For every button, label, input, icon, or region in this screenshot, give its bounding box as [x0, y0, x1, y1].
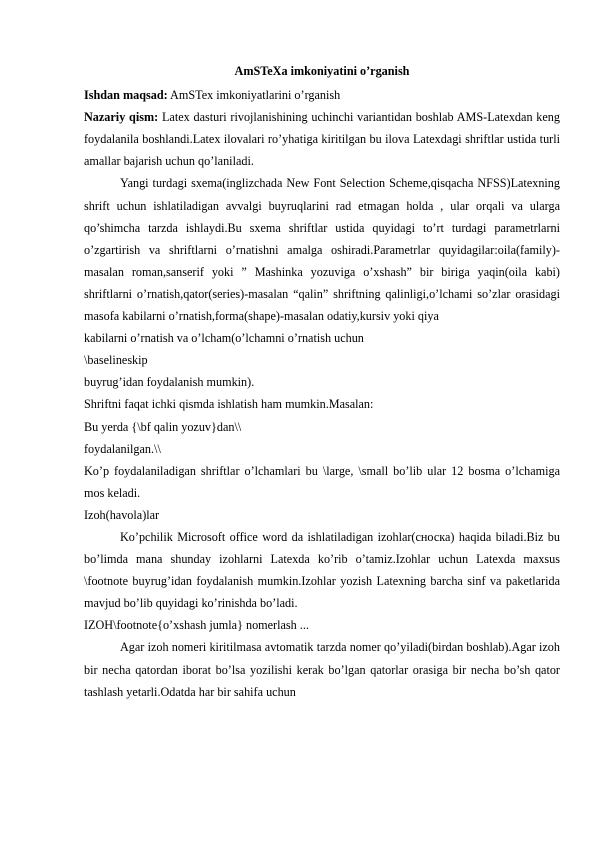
- numbering-paragraph: Agar izoh nomeri kiritilmasa avtomatik tarzda nomer qo’yiladi(birdan boshlab).Agar izoh bir necha qatordan iborat bo’lsa yozilishi kerak bo’lgan qatorlar orasiga bir necha bo’sh qator tashlash yetarli.Odatda har bir sahifa uchun: [84, 640, 560, 699]
- theory-paragraph: [84, 106, 560, 172]
- example-line-1: Bu yerda {\bf qalin yozuv}dan\\: [84, 419, 242, 434]
- theory-label: Nazariy qism:: [84, 110, 159, 125]
- footnote-paragraph: Ko’pchilik Microsoft office word da ishlatiladigan izohlar(сноска) haqida biladi.Biz bu bo’limda mana shunday izohlarni Latexda ko’rib o’tamiz.Izohlar uchun Latexda maxsus \footnote buyrug’idan foydalanish mumkin.Izohlar yozish Latexning barcha sinf va paketlarida mavjud bo’lib quyidagi ko’rinishda bo’ladi.: [84, 529, 560, 611]
- document-title: AmSTeXa imkoniyatini o’rganish: [234, 64, 410, 78]
- izoh-heading: Izoh(havola)lar: [84, 507, 160, 522]
- sizes-paragraph: Ko’p foydalaniladigan shriftlar o’lchamlari bu \large, \small bo’lib ular 12 bosma o’lchamiga mos keladi.: [84, 463, 560, 500]
- izoh-command-line: IZOH\footnote{o’xshash jumla} nomerlash ...: [84, 618, 309, 633]
- document-page: [84, 60, 560, 703]
- kabilarni-line: kabilarni o’rnatish va o’lcham(o’lchamni o’rnatish uchun: [84, 331, 364, 346]
- example-line-2: foydalanilgan.\\: [84, 441, 161, 456]
- shriftni-line: Shriftni faqat ichki qismda ishlatish ham mumkin.Masalan:: [84, 397, 374, 412]
- buyrug-line: buyrug’idan foydalanish mumkin).: [84, 375, 255, 390]
- baselineskip-line: \baselineskip: [84, 353, 148, 368]
- nfss-paragraph: Yangi turdagi sxema(inglizchada New Font Selection Scheme,qisqacha NFSS)Latexning shrift uchun ishlatiladigan avvalgi buyruqlarini rad etmagan holda , ular orqali va ularga qo’shimcha tarzda ishlaydi.Bu sxema shriftlar ustida quyidagi to’rt turdagi parametrlarni o’zgartirish va shriftlarni o’rnatishni amalga oshiradi.Parametrlar quyidagilar:oila(family)-masalan roman,sanserif yoki ” Mashinka yozuviga o’xshash” bir biriga yaqin(oila kabi) shriftlarni o’rnatish,qator(series)-masalan “qalin” shriftning qalinligi,o’lchami so’zlar orasidagi masofa kabilarni o’rnatish,forma(shape)-masalan odatiy,kursiv yoki qiya: [84, 176, 560, 324]
- goal-text: AmSTex imkoniyatlarini o’rganish: [167, 88, 341, 103]
- goal-label: Ishdan maqsad:: [84, 88, 168, 103]
- theory-text: Latex dasturi rivojlanishining uchinchi variantidan boshlab AMS-Latexdan keng foydalanila boshlandi.Latex ilovalari ro’yhatiga kiritilgan bu ilova Latexdagi shriftlar ustida turli amallar bajarish uchun qo’laniladi.: [84, 110, 560, 169]
- goal-paragraph: [84, 84, 560, 106]
